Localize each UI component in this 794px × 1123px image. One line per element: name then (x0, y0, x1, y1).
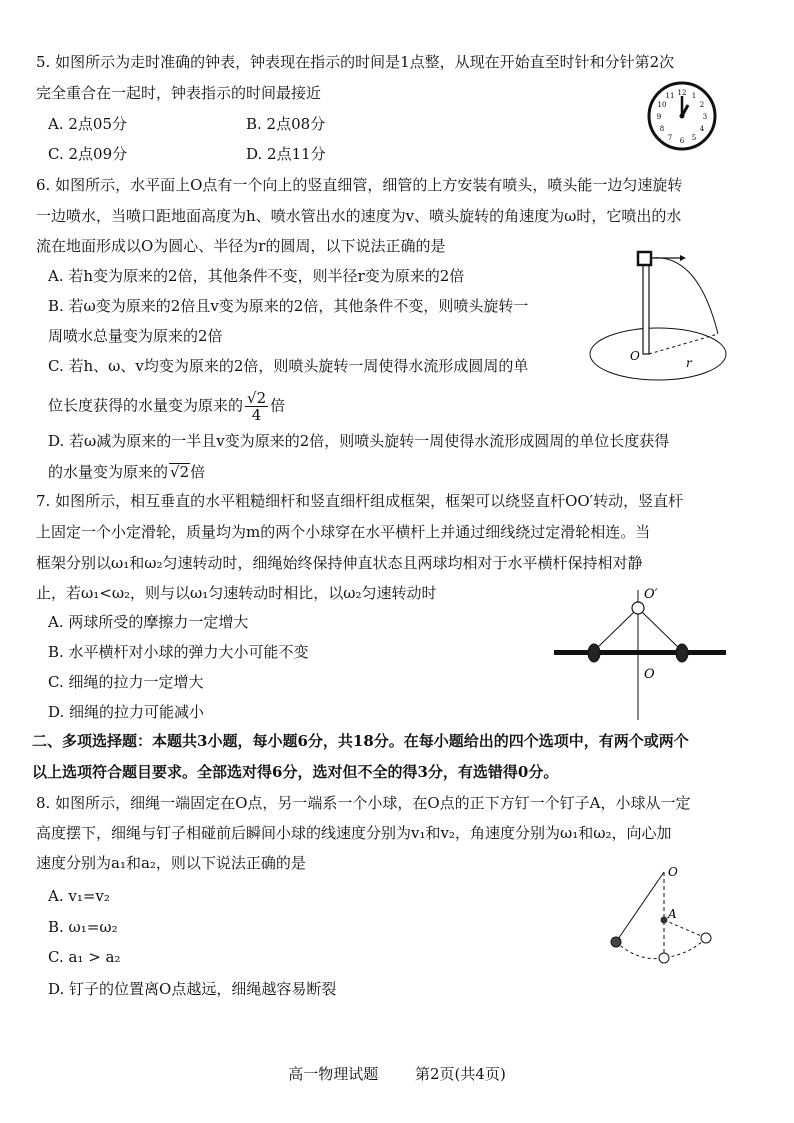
q5-stem-line2: 完全重合在一起时，钟表指示的时间最接近 (36, 84, 322, 102)
label-O: O (644, 667, 655, 682)
q5-stem-line1: 5. 如图所示为走时准确的钟表，钟表现在指示的时间是1点整，从现在开始直至时针和分针第2次 (36, 53, 675, 71)
q6-option-c-text: 位长度获得的水量变为原来的 (48, 396, 244, 415)
q7-option-a: A. 两球所受的摩擦力一定增大 (48, 613, 249, 631)
clock-num-5: 5 (691, 134, 697, 142)
string-right (642, 612, 681, 650)
string-left (595, 612, 634, 650)
water-trajectory (652, 258, 718, 334)
q7-option-d: D. 细绳的拉力可能减小 (48, 703, 205, 721)
clock-num-10: 10 (657, 101, 667, 109)
velocity-arrowhead (680, 255, 686, 261)
q5-option-a: A. 2点05分 (48, 115, 127, 133)
q8-option-a: A. v₁=v₂ (48, 887, 110, 905)
ball-end (701, 933, 711, 943)
clock-num-2: 2 (699, 101, 705, 109)
footer-title: 高一物理试题 (288, 1065, 379, 1083)
clock-num-4: 4 (699, 125, 705, 133)
q8-option-c: C. a₁ > a₂ (48, 948, 121, 966)
q5-option-b: B. 2点08分 (246, 115, 326, 133)
horizontal-rod (554, 650, 726, 655)
clock-num-11: 11 (665, 92, 675, 100)
q6-option-b-line1: B. 若ω变为原来的2倍且v变为原来的2倍，其他条件不变，则喷头旋转一 (48, 297, 529, 315)
q6-option-c-suffix: 倍 (270, 396, 286, 415)
water-circle (590, 328, 726, 380)
clock-num-8: 8 (659, 125, 665, 133)
clock-figure (646, 80, 718, 152)
ball-start (611, 937, 621, 947)
clock-num-6: 6 (679, 137, 685, 145)
clock-num-9: 9 (656, 113, 662, 121)
clock-num-7: 7 (667, 134, 673, 142)
q6-option-c-fraction (245, 390, 268, 423)
section2-heading-line2: 以上选项符合题目要求。全部选对得6分，选对但不全的得3分，有选错得0分。 (32, 763, 559, 781)
vertical-tube (643, 264, 649, 354)
q6-option-d-text: 的水量变为原来的 (48, 463, 169, 481)
frame-figure (540, 580, 740, 720)
label-O: O (668, 865, 678, 879)
pendulum-figure (598, 862, 728, 972)
clock-num-12: 12 (677, 89, 687, 97)
fountain-figure (588, 244, 768, 384)
footer-page-number: 第2页(共4页) (415, 1065, 506, 1083)
section2-heading-line1: 二、多项选择题：本题共3小题，每小题6分，共18分。在每小题给出的四个选项中，有两个或两个 (32, 732, 689, 750)
nozzle (638, 252, 651, 265)
q6-option-a: A. 若h变为原来的2倍，其他条件不变，则半径r变为原来的2倍 (48, 267, 465, 285)
q5-option-d: D. 2点11分 (246, 145, 326, 163)
clock-num-1: 1 (691, 92, 697, 100)
string (616, 872, 664, 942)
q6-option-d-line2 (48, 462, 205, 482)
q5-option-c: C. 2点09分 (48, 145, 128, 163)
q6-stem-line1: 6. 如图所示，水平面上O点有一个向上的竖直细管，细管的上方安装有喷头，喷头能一边匀速旋转 (36, 176, 683, 194)
q7-option-b: B. 水平横杆对小球的弹力大小可能不变 (48, 643, 309, 661)
clock-num-3: 3 (702, 113, 708, 121)
q6-stem-line3: 流在地面形成以O为圆心、半径为r的圆周，以下说法正确的是 (36, 237, 446, 255)
q8-option-b: B. ω₁=ω₂ (48, 918, 118, 936)
q7-stem-line2: 上固定一个小定滑轮，质量均为m的两个小球穿在水平横杆上并通过细线绕过定滑轮相连。当 (36, 523, 651, 541)
label-r: r (686, 356, 692, 370)
label-A: A (668, 907, 677, 921)
q6-option-c-denominator: 4 (251, 406, 262, 424)
q6-stem-line2: 一边喷水，当喷口距地面高度为h、喷水管出水的速度为v、喷头旋转的角速度为ω时，它喷出的水 (36, 207, 682, 225)
q6-option-c-line1: C. 若h、ω、v均变为原来的2倍，则喷头旋转一周使得水流形成圆周的单 (48, 357, 529, 375)
page-footer (0, 1063, 794, 1084)
q6-option-d-suffix: 倍 (190, 463, 206, 481)
ball-bottom (659, 953, 669, 963)
q7-stem-line3: 框架分别以ω₁和ω₂匀速转动时，细绳始终保持伸直状态且两球均相对于水平横杆保持相对静 (36, 554, 643, 572)
ball-left (588, 644, 600, 662)
label-O: O (630, 349, 640, 363)
q8-stem-line3: 速度分别为a₁和a₂，则以下说法正确的是 (36, 854, 306, 872)
q6-option-c-line2 (48, 390, 285, 423)
q6-option-b-line2: 周喷水总量变为原来的2倍 (48, 327, 223, 345)
clock-center (680, 114, 685, 119)
q7-stem-line4: 止，若ω₁<ω₂，则与以ω₁匀速转动时相比，以ω₂匀速转动时 (36, 584, 437, 602)
ball-right (676, 644, 688, 662)
label-O-prime: O′ (644, 587, 658, 602)
nail-A (661, 917, 668, 924)
q8-stem-line2: 高度摆下，细绳与钉子相碰前后瞬间小球的线速度分别为v₁和v₂，角速度分别为ω₁和ω₂，向心加 (36, 824, 672, 842)
q8-stem-line1: 8. 如图所示，细绳一端固定在O点，另一端系一个小球，在O点的正下方钉一个钉子A，小球从一定 (36, 794, 691, 812)
radius-line (649, 334, 718, 354)
q6-option-c-numerator: √2 (247, 389, 267, 407)
q8-option-d: D. 钉子的位置离O点越远，细绳越容易断裂 (48, 980, 337, 998)
string-after-nail (664, 920, 706, 938)
q6-option-d-line1: D. 若ω减为原来的一半且v变为原来的2倍，则喷头旋转一周使得水流形成圆周的单位长度获得 (48, 432, 670, 450)
q7-stem-line1: 7. 如图所示，相互垂直的水平粗糙细杆和竖直细杆组成框架，框架可以绕竖直杆OO′转动，竖直杆 (36, 492, 684, 510)
q7-option-c: C. 细绳的拉力一定增大 (48, 673, 204, 691)
q6-option-d-root: √2 (170, 463, 190, 481)
